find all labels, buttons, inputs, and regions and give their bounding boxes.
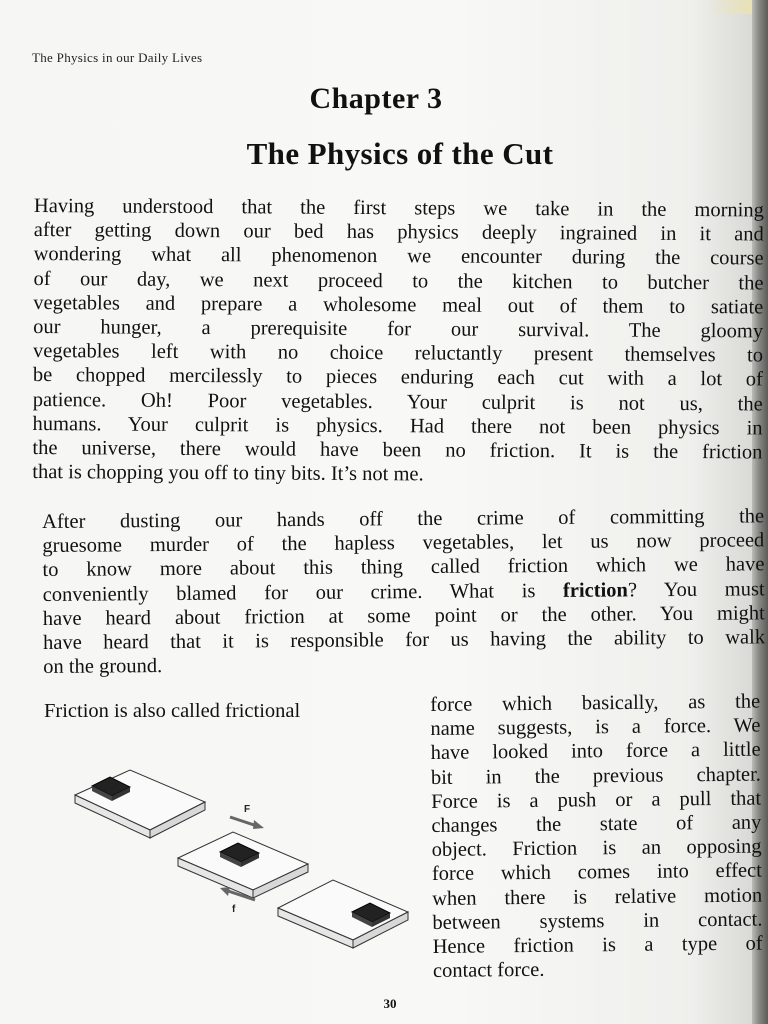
text-line: between systems in contact. — [432, 908, 763, 934]
text-line: have heard about friction at some point or the other. You might — [42, 602, 765, 630]
text-line: After dusting our hands off the crime of committing the — [42, 505, 765, 533]
paragraph-friction-definition — [430, 690, 763, 984]
text-line: force which comes into effect — [431, 859, 762, 886]
text-line: on the ground. — [43, 655, 163, 679]
paragraph-friction-definition-start: Friction is also called frictional — [44, 700, 301, 722]
text-line: name suggests, is a force. We — [430, 714, 761, 741]
text-segment: ? You must — [627, 577, 765, 602]
text-line: force which basically, as the — [430, 690, 761, 716]
surface-slab-1 — [75, 770, 205, 838]
text-segment: conveniently blamed for our crime. What is — [42, 579, 564, 606]
text-line: contact force. — [432, 959, 545, 983]
text-line: the universe, there would have been no friction. It is the friction — [32, 437, 763, 464]
chapter-heading: Chapter 3 — [309, 82, 443, 115]
text-line: when there is relative motion — [432, 884, 763, 910]
bold-term-friction: friction — [562, 579, 628, 602]
text-line: patience. Oh! Poor vegetables. Your culprit is not us, the — [32, 388, 763, 416]
text-line: object. Friction is an opposing — [431, 835, 762, 862]
text-line: Hence friction is a type of — [432, 932, 763, 959]
text-line: bit in the previous chapter. — [430, 763, 761, 789]
text-line: have looked into force a little — [430, 738, 761, 765]
friction-diagram — [70, 760, 420, 960]
page-number: 30 — [383, 996, 397, 1011]
text-line: that is chopping you off to tiny bits. It’s not me. — [32, 461, 424, 486]
paragraph-friction-intro — [42, 504, 765, 679]
paragraph-intro — [32, 194, 764, 489]
text-line: have heard that it is responsible for us having the ability to walk — [42, 626, 766, 655]
text-line: Having understood that the first steps we take in the morning — [33, 194, 764, 222]
text-line: to know more about this thing called friction which we have — [42, 553, 765, 582]
text-line: after getting down our bed has physics deeply ingrained in it and — [33, 219, 764, 246]
running-head: The Physics in our Daily Lives — [32, 50, 203, 65]
chapter-title: The Physics of the Cut — [246, 136, 554, 171]
text-line: Force is a push or a pull that — [431, 787, 762, 813]
text-line: vegetables left with no choice reluctantly present themselves to — [32, 340, 764, 367]
text-line: humans. Your culprit is physics. Had there not been physics in — [32, 412, 763, 440]
text-line: of our day, we next proceed to the kitchen to butcher the — [33, 267, 764, 295]
force-label: F — [244, 804, 251, 815]
friction-label: f — [232, 904, 236, 915]
text-line: gruesome murder of the hapless vegetables, let us now proceed — [42, 529, 765, 558]
text-line: changes the state of any — [431, 811, 762, 838]
text-line: our hunger, a prerequisite for our survival. The gloomy — [33, 316, 764, 343]
text-line: be chopped mercilessly to pieces enduring each cut with a lot of — [32, 364, 763, 391]
force-arrow — [230, 817, 264, 829]
text-line: wondering what all phenomenon we encounter during the course — [33, 243, 764, 270]
text-line: vegetables and prepare a wholesome meal out of them to satiate — [33, 291, 764, 319]
